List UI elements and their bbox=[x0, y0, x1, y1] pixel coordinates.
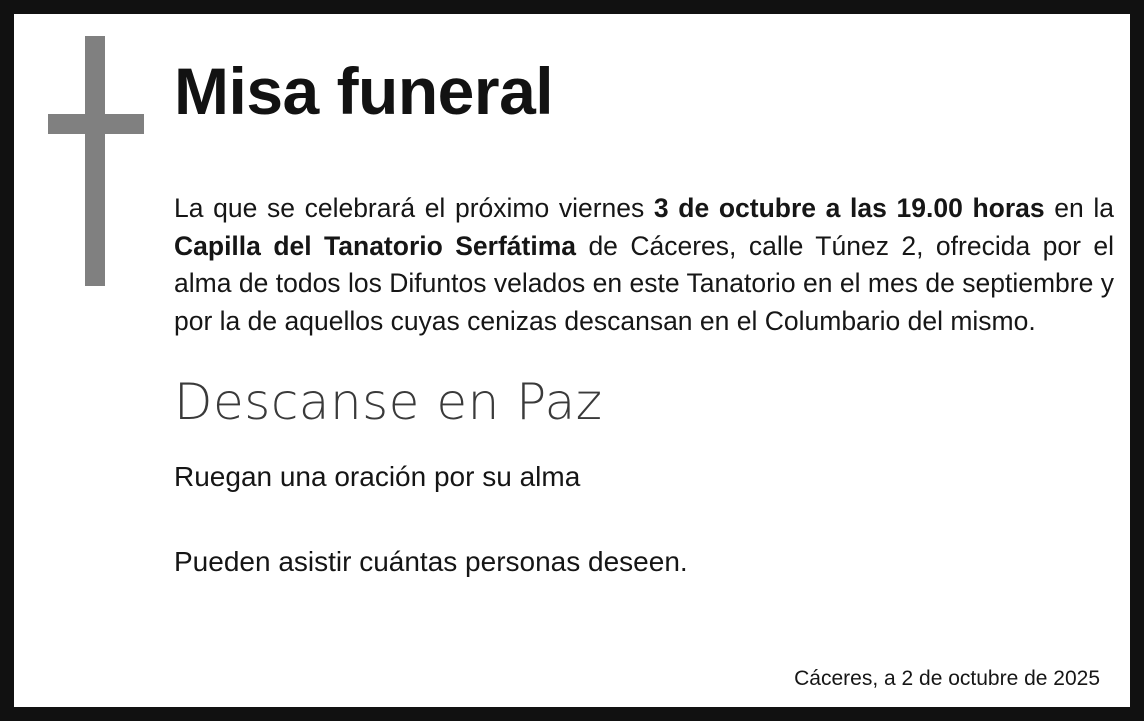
page-title: Misa funeral bbox=[174, 54, 554, 128]
body-emphasis: Capilla del Tanatorio Serfátima bbox=[174, 230, 577, 261]
body-block bbox=[174, 190, 1114, 341]
body-emphasis: 3 de octubre a las 19.00 horas bbox=[653, 193, 1045, 223]
place-and-date: Cáceres, a 2 de octubre de 2025 bbox=[794, 667, 1100, 690]
pray-request-text: Ruegan una oración por su alma bbox=[174, 460, 581, 492]
headline-row bbox=[174, 54, 1098, 162]
body-text-run: La que se celebrará el próximo viernes bbox=[174, 193, 654, 223]
notice-inner-frame bbox=[11, 11, 1133, 710]
body-text-run: en la bbox=[1044, 193, 1114, 223]
attendance-text: Pueden asistir cuántas personas deseen. bbox=[174, 546, 688, 578]
rest-in-peace-text: Descanse en Paz bbox=[174, 372, 603, 431]
notice-body bbox=[174, 190, 1114, 341]
body-text-run: de Cáceres, calle Túnez 2, ofrecida por el alma de todos los Difuntos velados en este Tanatorio en el mes de septiembre y por la de aquellos cuyas cenizas descansan en el Columbario del mismo. bbox=[174, 230, 1114, 336]
latin-cross-icon bbox=[48, 36, 144, 286]
